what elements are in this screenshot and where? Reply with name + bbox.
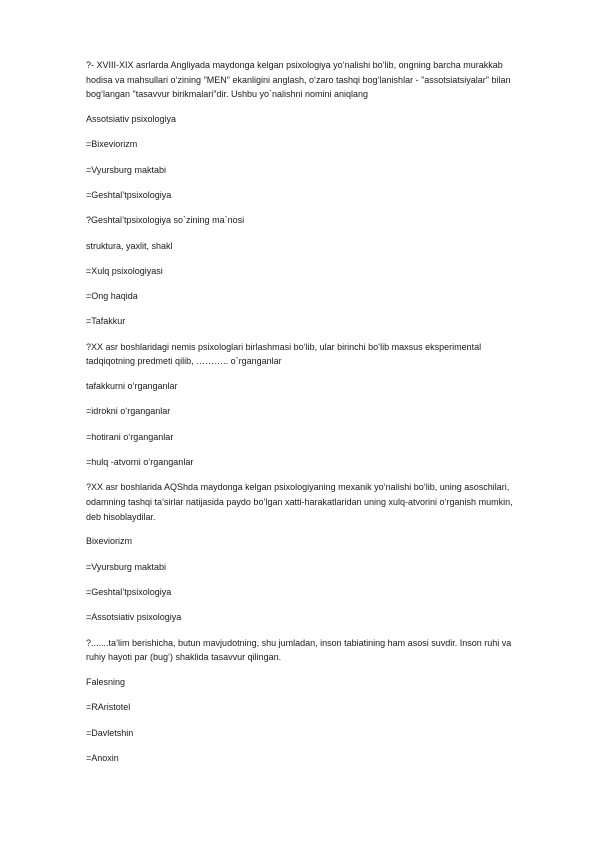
answer-option: =Tafakkur (86, 316, 126, 327)
answer-option: =Assotsiativ psixologiya (86, 612, 182, 623)
answer-option: =Davletshin (86, 727, 134, 738)
answer-option: =Vyursburg maktabi (86, 164, 166, 175)
answer-option: =hulq -atvorni o‘rganganlar (86, 457, 194, 468)
answer-correct: struktura, yaxlit, shakl (86, 240, 173, 251)
answer-option: =Bixeviorizm (86, 139, 138, 150)
answer-option: =Vyursburg maktabi (86, 561, 166, 572)
answer-option: =hotirani o‘rganganlar (86, 431, 174, 442)
answer-option: =Geshtal’tpsixologiya (86, 587, 172, 598)
answer-option: =Geshtal’tpsixologiya (86, 190, 172, 200)
question-1-text: ?- XVIII-XIX asrlarda Angliyada maydonga kelgan psixologiya yo‘nalishi bo‘lib, ongning barcha murakkab hodisa va mahsullari o‘zining "MEN" ekanligini anglash, o‘zaro tashqi bog‘lanishlar - "assotsiatsiyalar" bilan bog‘langan "tasavvur birikmalari"dir. Ushbu yo`nalishni nomini aniqlang (86, 60, 511, 100)
answer-option: =idrokni o‘rganganlar (86, 406, 171, 417)
answer-option: =RAristotel (86, 702, 131, 713)
answer-correct: tafakkurni o‘rganganlar (86, 381, 178, 392)
question-2-text: ?Geshtal’tpsixologiya so`zining ma`nosi (86, 215, 245, 226)
question-3-text: ?XX asr boshlaridagi nemis psixologlari birlashmasi bo‘lib, ular birinchi bo‘lib maxsus eksperimental tadqiqotning predmeti qilib, ……….. o`rganganlar (86, 341, 482, 367)
answer-option: =Anoxin (86, 752, 119, 763)
answer-correct: Bixeviorizm (86, 536, 133, 547)
answer-correct: Falesning (86, 677, 126, 688)
answer-option: =Xulq psixologiyasi (86, 265, 163, 276)
answer-option: =Ong haqida (86, 291, 138, 302)
question-4-text: ?XX asr boshlarida AQShda maydonga kelgan psixologiyaning mexanik yo‘nalishi bo‘lib, uning asoschilari, odamning tashqi ta’sirlar natijasida paydo bo‘lgan xatti-harakatlaridan uning xulq-atvorini o‘rganish mumkin, deb hisoblaydilar. (86, 482, 513, 522)
question-5-text: ?.......ta’lim berishicha, butun mavjudotning, shu jumladan, inson tabiatining ham asosi suvdir. Inson ruhi va ruhiy hayoti par (bug‘) shaklida tasavvur qilingan. (86, 637, 512, 663)
document-page (86, 58, 526, 776)
answer-correct: Assotsiativ psixologiya (86, 114, 177, 125)
